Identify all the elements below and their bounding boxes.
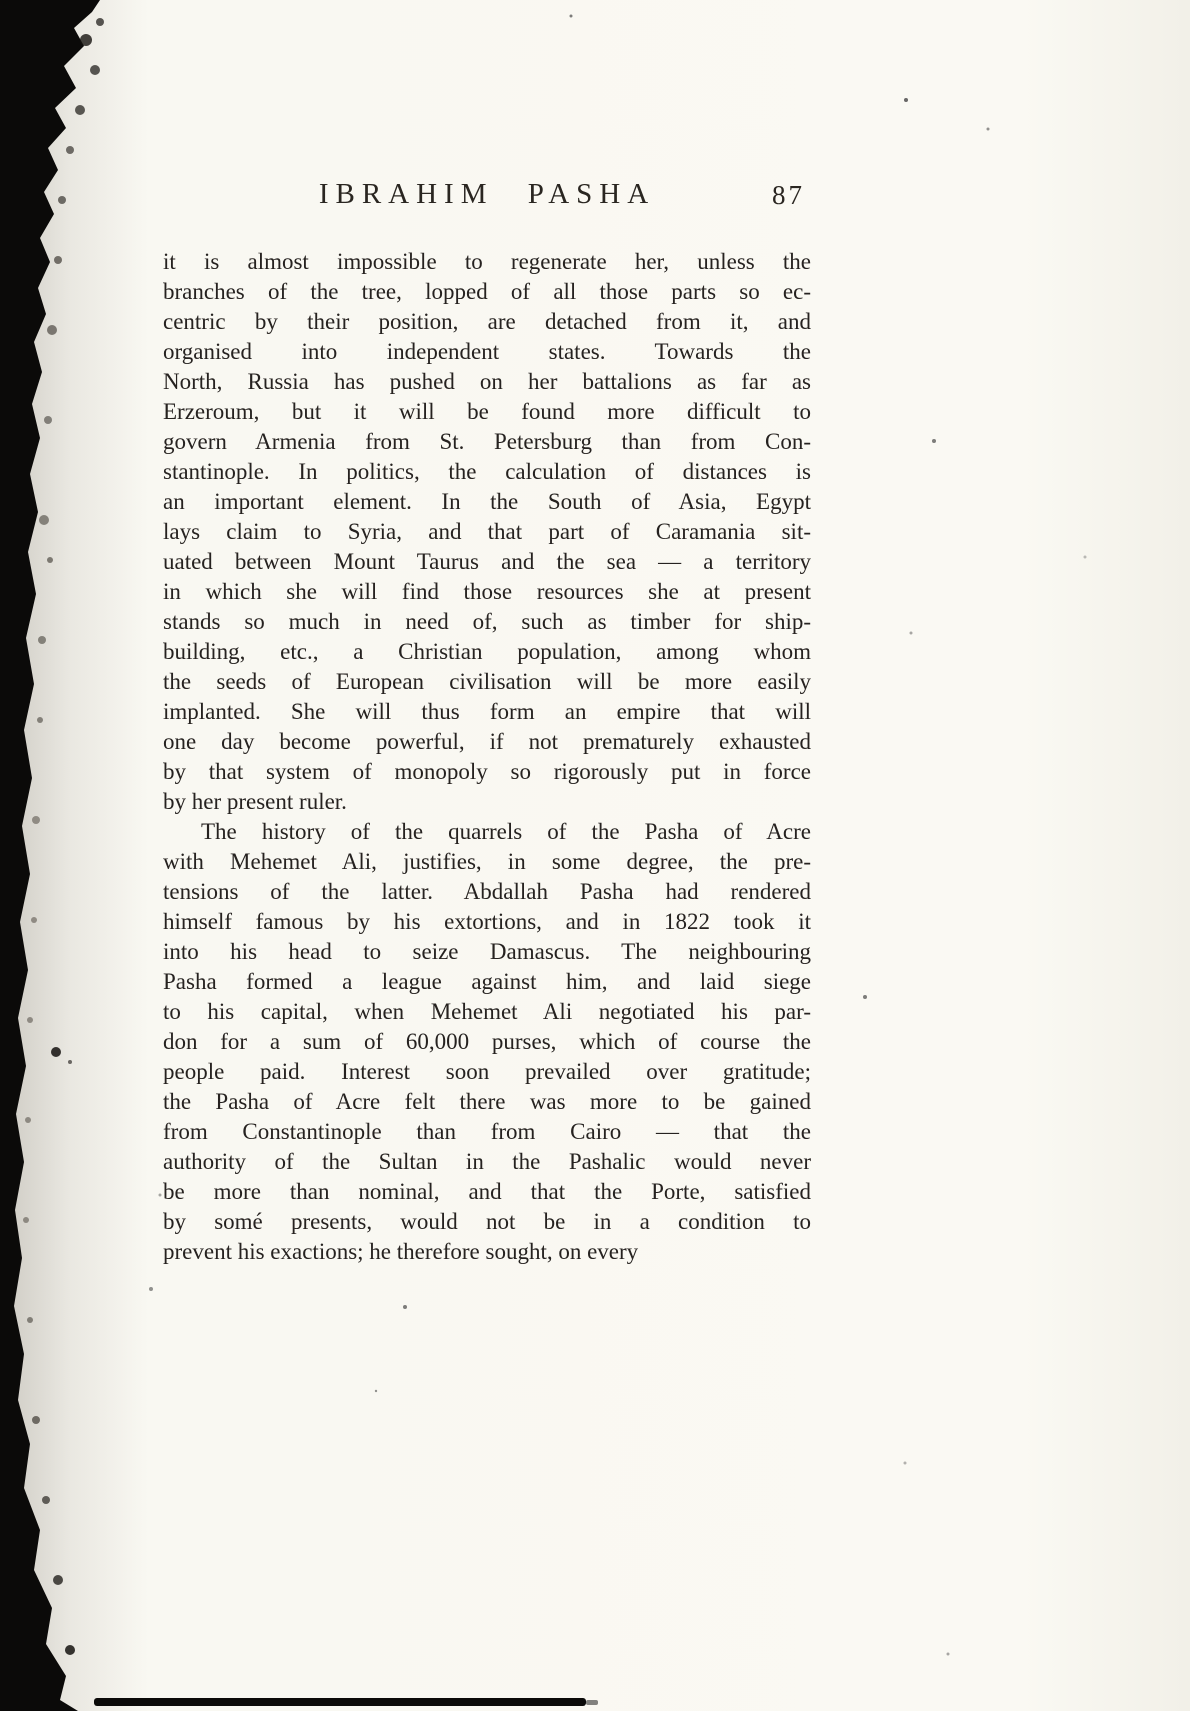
text-line: Pasha formed a league against him, and laid siege — [163, 969, 811, 994]
text-line: with Mehemet Ali, justifies, in some degree, the pre- — [163, 849, 811, 874]
text-line: one day become powerful, if not prematurely exhausted — [163, 729, 811, 754]
text-line: authority of the Sultan in the Pashalic would never — [163, 1149, 811, 1174]
text-line: by her present ruler. — [163, 789, 347, 814]
text-line: himself famous by his extortions, and in 1822 took it — [163, 909, 811, 934]
text-line: to his capital, when Mehemet Ali negotiated his par- — [163, 999, 811, 1024]
left-binding-shadow — [0, 0, 104, 1711]
text-line: prevent his exactions; he therefore sought, on every — [163, 1239, 639, 1264]
text-line: into his head to seize Damascus. The neighbouring — [163, 939, 811, 964]
text-line: govern Armenia from St. Petersburg than from Con- — [163, 429, 811, 454]
text-line: centric by their position, are detached from it, and — [163, 309, 811, 334]
text-line: the Pasha of Acre felt there was more to be gained — [163, 1089, 811, 1114]
bottom-edge-mark — [94, 1698, 598, 1706]
text-line: organised into independent states. Towards the — [163, 339, 811, 364]
text-line: people paid. Interest soon prevailed over gratitude; — [163, 1059, 811, 1084]
body-text — [163, 247, 811, 1267]
page-header — [163, 175, 811, 213]
text-line: the seeds of European civilisation will be more easily — [163, 669, 811, 694]
page-content — [163, 175, 811, 1267]
text-line: Erzeroum, but it will be found more difficult to — [163, 399, 811, 424]
text-line: in which she will find those resources she at present — [163, 579, 811, 604]
text-line: by that system of monopoly so rigorously put in force — [163, 759, 811, 784]
text-line: it is almost impossible to regenerate her, unless the — [163, 249, 811, 274]
text-line: lays claim to Syria, and that part of Caramania sit- — [163, 519, 811, 544]
text-line: don for a sum of 60,000 purses, which of course the — [163, 1029, 811, 1054]
text-line: branches of the tree, lopped of all those parts so ec- — [163, 279, 811, 304]
page-title: IBRAHIM PASHA — [318, 178, 656, 210]
text-line: uated between Mount Taurus and the sea — a territory — [163, 549, 811, 574]
page-number: 87 — [772, 180, 805, 210]
text-line: an important element. In the South of Asia, Egypt — [163, 489, 811, 514]
text-line: from Constantinople than from Cairo — that the — [163, 1119, 811, 1144]
text-line: be more than nominal, and that the Porte, satisfied — [163, 1179, 811, 1204]
text-line: tensions of the latter. Abdallah Pasha had rendered — [163, 879, 811, 904]
paragraph — [163, 247, 811, 817]
text-line: by somé presents, would not be in a condition to — [163, 1209, 811, 1234]
text-line: North, Russia has pushed on her battalions as far as — [163, 369, 811, 394]
text-line: The history of the quarrels of the Pasha of Acre — [201, 819, 811, 844]
text-line: stantinople. In politics, the calculation of distances is — [163, 459, 811, 484]
paragraph — [163, 817, 811, 1267]
text-line: stands so much in need of, such as timber for ship- — [163, 609, 811, 634]
text-line: implanted. She will thus form an empire that will — [163, 699, 811, 724]
text-line: building, etc., a Christian population, among whom — [163, 639, 811, 664]
